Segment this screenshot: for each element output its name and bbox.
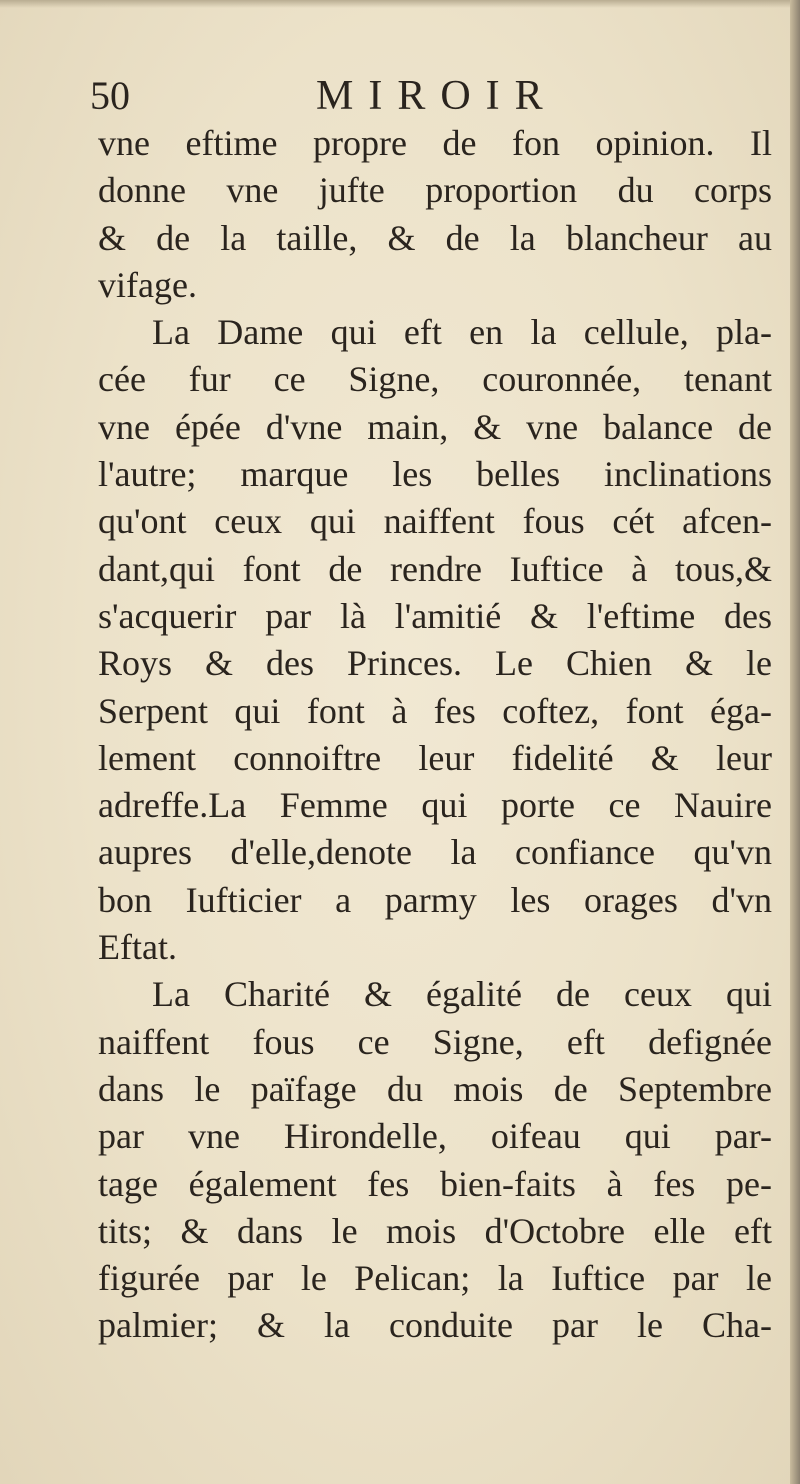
text-line: figurée par le Pelican; la Iuftice par le	[98, 1258, 772, 1299]
text-line: dant,qui font de rendre Iuftice à tous,&	[98, 548, 772, 589]
text-line: Serpent qui font à fes coftez, font éga-	[98, 690, 772, 731]
paragraph-start-line: La Dame qui eft en la cellule, pla-	[152, 312, 772, 353]
text-line: s'acquerir par là l'amitié & l'eftime des	[98, 595, 772, 636]
text-line: lement connoiftre leur fidelité & leur	[98, 737, 772, 778]
text-line: vifage.	[98, 264, 197, 305]
text-line: l'autre; marque les belles inclinations	[98, 454, 772, 495]
text-line: dans le païfage du mois de Septembre	[98, 1068, 772, 1109]
running-title: MIROIR	[316, 73, 558, 119]
text-line: cée fur ce Signe, couronnée, tenant	[98, 359, 772, 400]
text-line: adreffe.La Femme qui porte ce Nauire	[98, 785, 772, 826]
page-header	[90, 66, 780, 126]
text-line: tage également fes bien-faits à fes pe-	[98, 1163, 772, 1204]
text-line: vne épée d'vne main, & vne balance de	[98, 406, 772, 447]
text-line: naiffent fous ce Signe, eft defignée	[98, 1021, 772, 1062]
body-text	[98, 120, 772, 1350]
page-edge	[790, 0, 800, 1484]
text-line: vne eftime propre de fon opinion. Il	[98, 123, 772, 163]
text-line: bon Iufticier a parmy les orages d'vn	[98, 879, 772, 920]
text-line: & de la taille, & de la blancheur au	[98, 217, 772, 258]
text-line: donne vne jufte proportion du corps	[98, 170, 772, 211]
text-line: Eftat.	[98, 927, 177, 968]
page-top-shadow	[0, 0, 800, 8]
text-line: tits; & dans le mois d'Octobre elle eft	[98, 1210, 772, 1251]
text-line: par vne Hirondelle, oifeau qui par-	[98, 1116, 772, 1157]
text-line: aupres d'elle,denote la confiance qu'vn	[98, 832, 772, 873]
text-line: palmier; & la conduite par le Cha-	[98, 1305, 772, 1346]
paragraph-start-line: La Charité & égalité de ceux qui	[152, 974, 772, 1015]
page-number: 50	[90, 73, 130, 118]
text-line: qu'ont ceux qui naiffent fous cét afcen-	[98, 501, 772, 542]
text-line: Roys & des Princes. Le Chien & le	[98, 643, 772, 684]
